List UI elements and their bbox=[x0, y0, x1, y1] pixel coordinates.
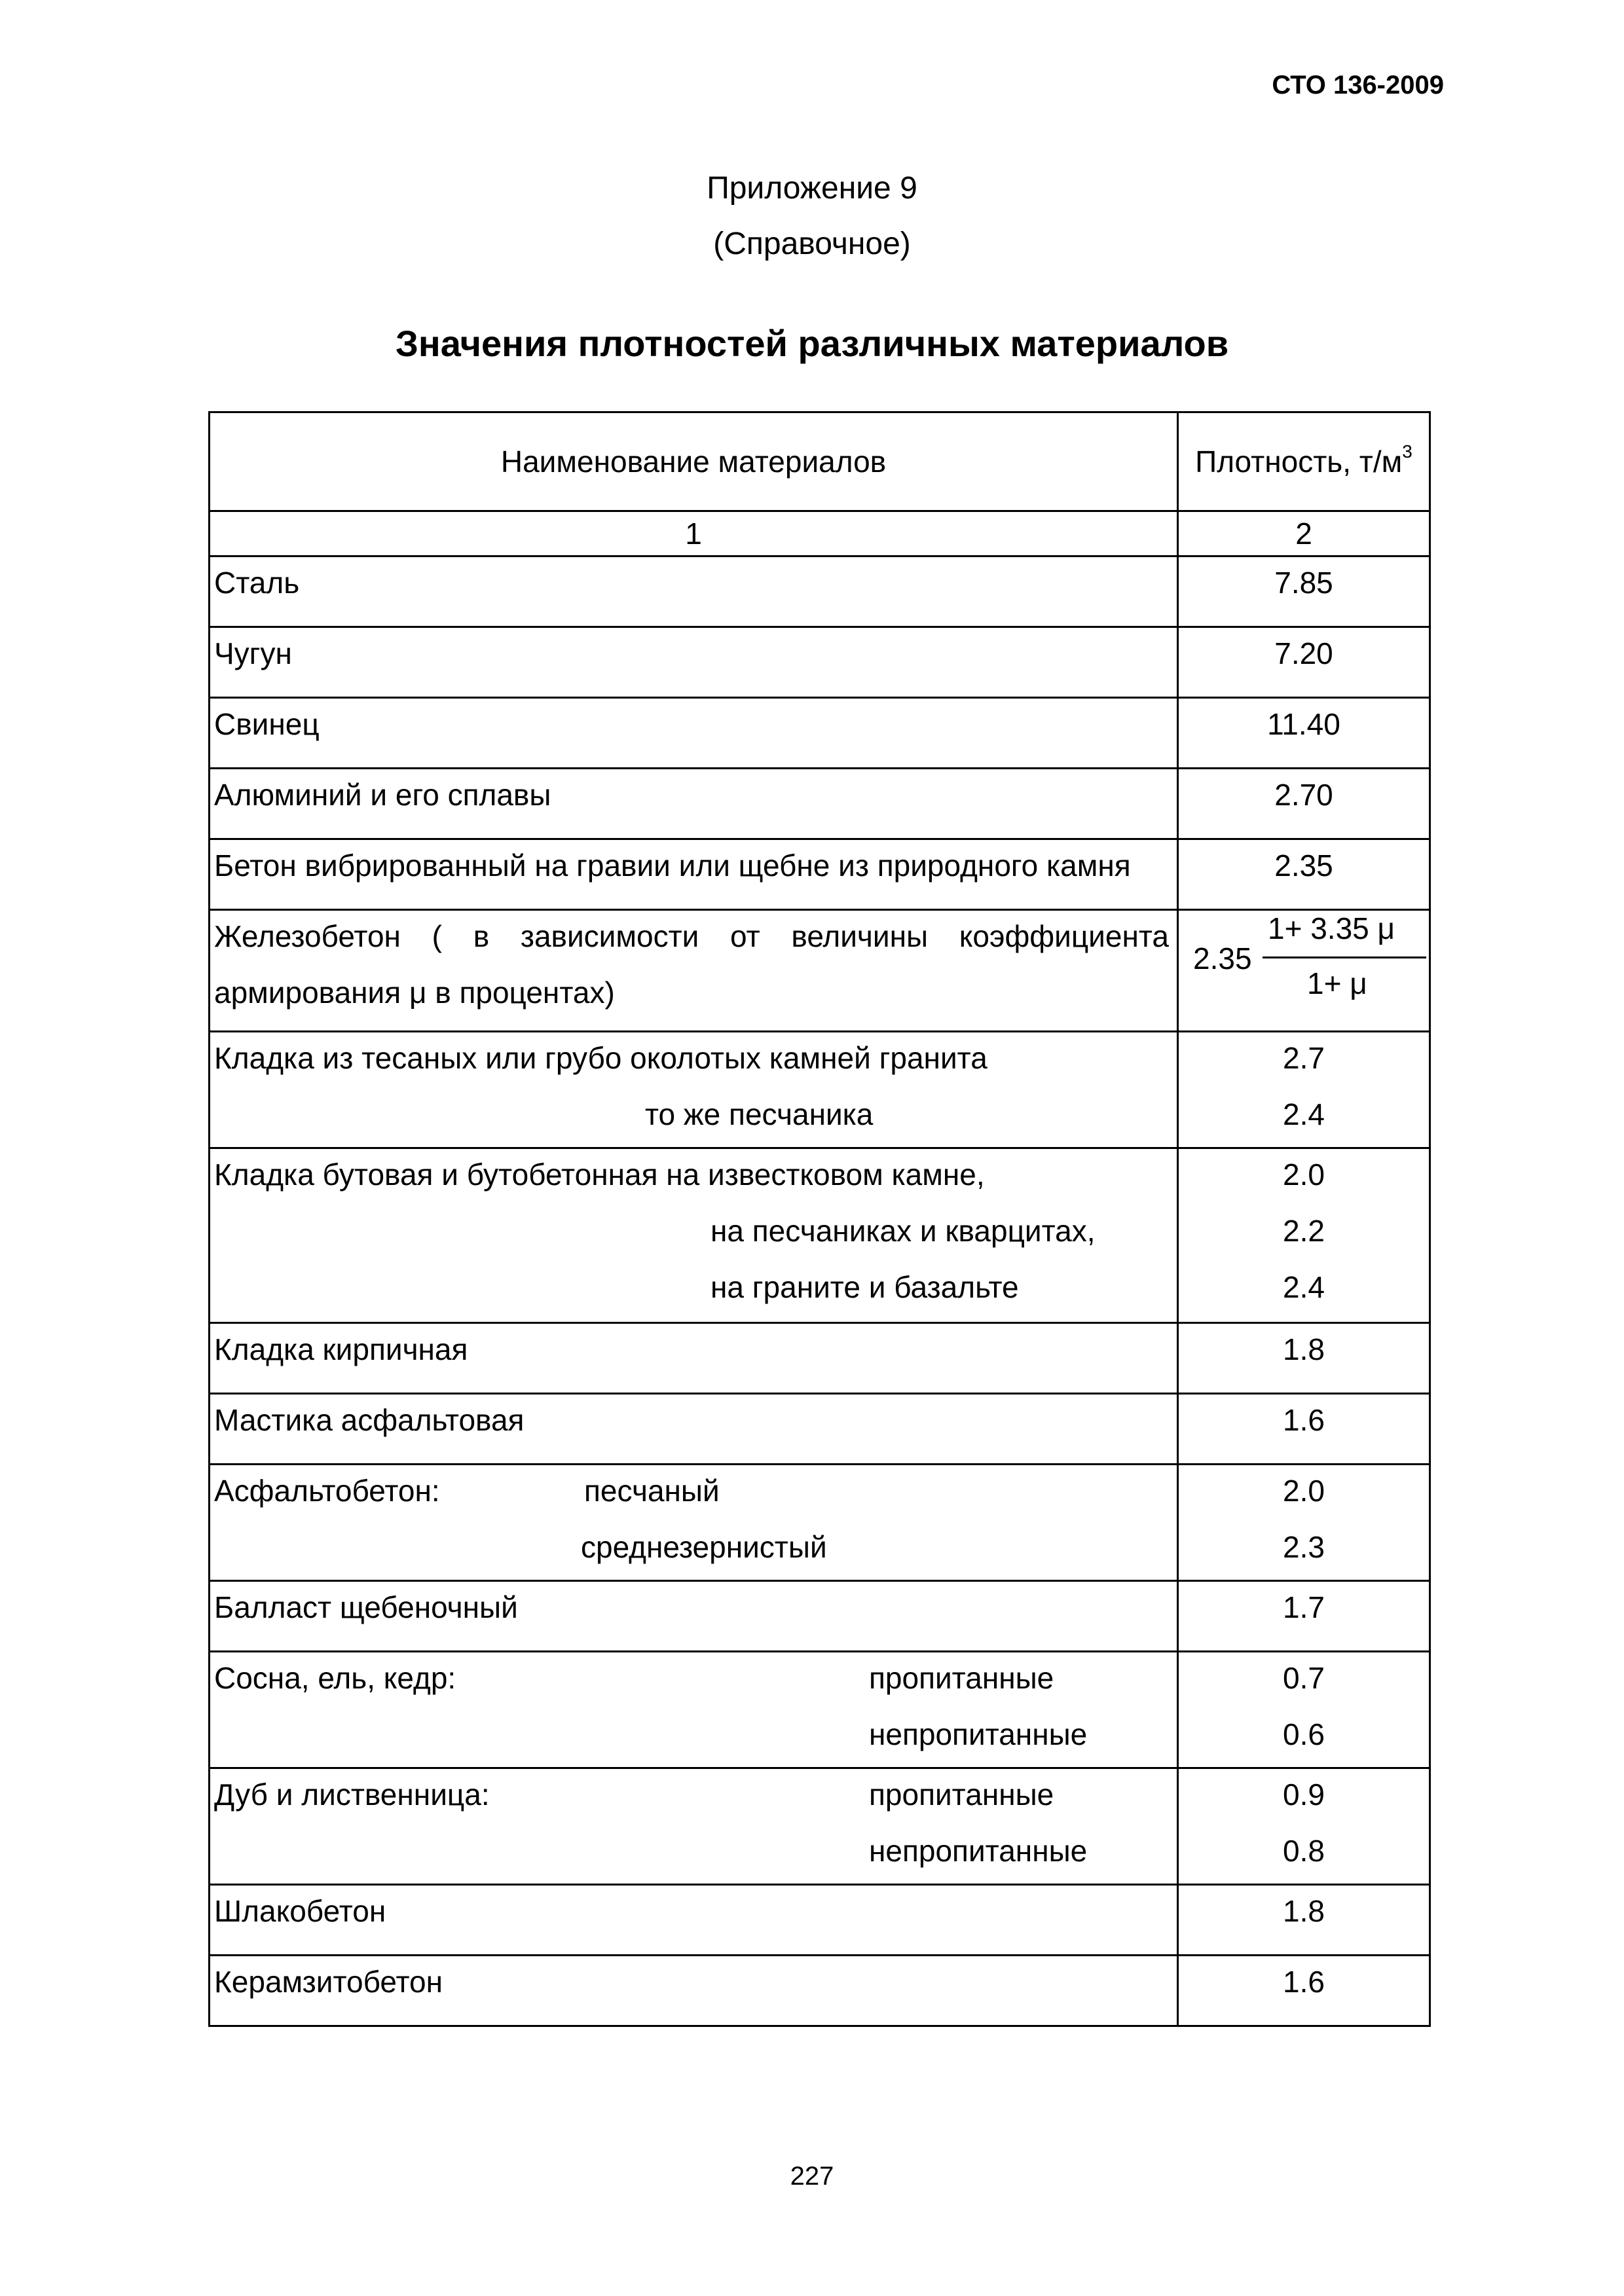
table-row bbox=[210, 1465, 1430, 1581]
density-formula bbox=[1183, 911, 1425, 1029]
density-value: 2.70 bbox=[1274, 778, 1333, 812]
density-value: 2.4 bbox=[1283, 1270, 1325, 1304]
density-value: 0.9 bbox=[1283, 1777, 1325, 1812]
density-value: 1.7 bbox=[1283, 1590, 1325, 1624]
col2-header-sup: 3 bbox=[1402, 441, 1412, 462]
col1-header: Наименование материалов bbox=[210, 412, 1178, 511]
density-value: 0.7 bbox=[1283, 1661, 1325, 1695]
table-row bbox=[210, 1956, 1430, 2026]
density-value: 2.0 bbox=[1283, 1157, 1325, 1192]
formula-numerator: 1+ 3.35 μ bbox=[1268, 911, 1395, 945]
material-subname: пропитанные bbox=[869, 1777, 1054, 1812]
material-name: Сосна, ель, кедр: bbox=[214, 1661, 456, 1695]
table-number-row bbox=[210, 511, 1430, 556]
material-name: Железобетон ( в зависимости от величины коэффициента bbox=[214, 919, 1169, 953]
col2-number: 2 bbox=[1178, 511, 1430, 556]
material-name: Шлакобетон bbox=[214, 1894, 386, 1928]
material-name: Балласт щебеночный bbox=[214, 1590, 518, 1624]
density-value: 7.85 bbox=[1274, 566, 1333, 600]
material-name: Мастика асфальтовая bbox=[214, 1403, 525, 1437]
material-name: Кладка кирпичная bbox=[214, 1332, 468, 1366]
formula-denominator: 1+ μ bbox=[1307, 966, 1367, 1000]
material-subname: то же песчаника bbox=[645, 1097, 874, 1131]
material-subname: пропитанные bbox=[869, 1661, 1054, 1695]
table-row bbox=[210, 627, 1430, 698]
density-value: 1.8 bbox=[1283, 1894, 1325, 1928]
table-row bbox=[210, 769, 1430, 839]
density-value: 1.6 bbox=[1283, 1965, 1325, 1999]
col2-header bbox=[1178, 412, 1430, 511]
table-row bbox=[210, 1148, 1430, 1323]
density-value: 7.20 bbox=[1274, 636, 1333, 670]
material-name-cont: армирования μ в процентах) bbox=[214, 975, 615, 1010]
col1-number: 1 bbox=[210, 511, 1178, 556]
density-value: 2.0 bbox=[1283, 1474, 1325, 1508]
material-name: Кладка из тесаных или грубо околотых камней гранита bbox=[214, 1041, 987, 1075]
page-number: 227 bbox=[790, 2162, 834, 2191]
table-row bbox=[210, 1323, 1430, 1394]
table-row bbox=[210, 1394, 1430, 1465]
table-row bbox=[210, 1652, 1430, 1768]
density-value: 0.6 bbox=[1283, 1717, 1325, 1751]
material-subname: песчаный bbox=[584, 1474, 720, 1508]
material-name: Кладка бутовая и бутобетонная на известковом камне, bbox=[214, 1157, 985, 1192]
density-value: 2.2 bbox=[1283, 1214, 1325, 1248]
material-name: Бетон вибрированный на гравии или щебне из природного камня bbox=[214, 848, 1131, 883]
density-value: 1.8 bbox=[1283, 1332, 1325, 1366]
table-row bbox=[210, 556, 1430, 627]
table-row bbox=[210, 910, 1430, 1032]
density-value: 2.3 bbox=[1283, 1530, 1325, 1564]
material-subname: непропитанные bbox=[869, 1717, 1088, 1751]
material-name: Керамзитобетон bbox=[214, 1965, 443, 1999]
material-name: Свинец bbox=[214, 707, 320, 741]
table-row bbox=[210, 698, 1430, 769]
material-name: Чугун bbox=[214, 636, 292, 670]
material-subname: среднезернистый bbox=[581, 1530, 827, 1564]
density-table bbox=[208, 411, 1431, 2027]
table-row bbox=[210, 1768, 1430, 1885]
material-subname: на песчаниках и кварцитах, bbox=[710, 1214, 1096, 1248]
formula-fraction-bar bbox=[1263, 957, 1426, 958]
material-name: Дуб и лиственница: bbox=[214, 1777, 490, 1812]
material-name: Сталь bbox=[214, 566, 300, 600]
col2-header-text: Плотность, т/м bbox=[1195, 445, 1403, 479]
density-value: 2.7 bbox=[1283, 1041, 1325, 1075]
appendix-type: (Справочное) bbox=[713, 227, 911, 261]
material-subname: на граните и базальте bbox=[710, 1270, 1019, 1304]
table-row bbox=[210, 839, 1430, 910]
table-row bbox=[210, 1581, 1430, 1652]
document-code: СТО 136-2009 bbox=[1272, 71, 1444, 100]
density-value: 2.4 bbox=[1283, 1097, 1325, 1131]
table-row bbox=[210, 1032, 1430, 1148]
density-value: 0.8 bbox=[1283, 1834, 1325, 1868]
page-title: Значения плотностей различных материалов bbox=[395, 323, 1229, 364]
material-subname: непропитанные bbox=[869, 1834, 1088, 1868]
appendix-label: Приложение 9 bbox=[707, 171, 917, 206]
material-name: Асфальтобетон: bbox=[214, 1474, 440, 1508]
material-name: Алюминий и его сплавы bbox=[214, 778, 551, 812]
table-row bbox=[210, 1885, 1430, 1956]
density-value: 1.6 bbox=[1283, 1403, 1325, 1437]
formula-coefficient: 2.35 bbox=[1193, 941, 1252, 975]
table-header-row bbox=[210, 412, 1430, 511]
density-value: 2.35 bbox=[1274, 848, 1333, 883]
density-value: 11.40 bbox=[1267, 707, 1340, 741]
